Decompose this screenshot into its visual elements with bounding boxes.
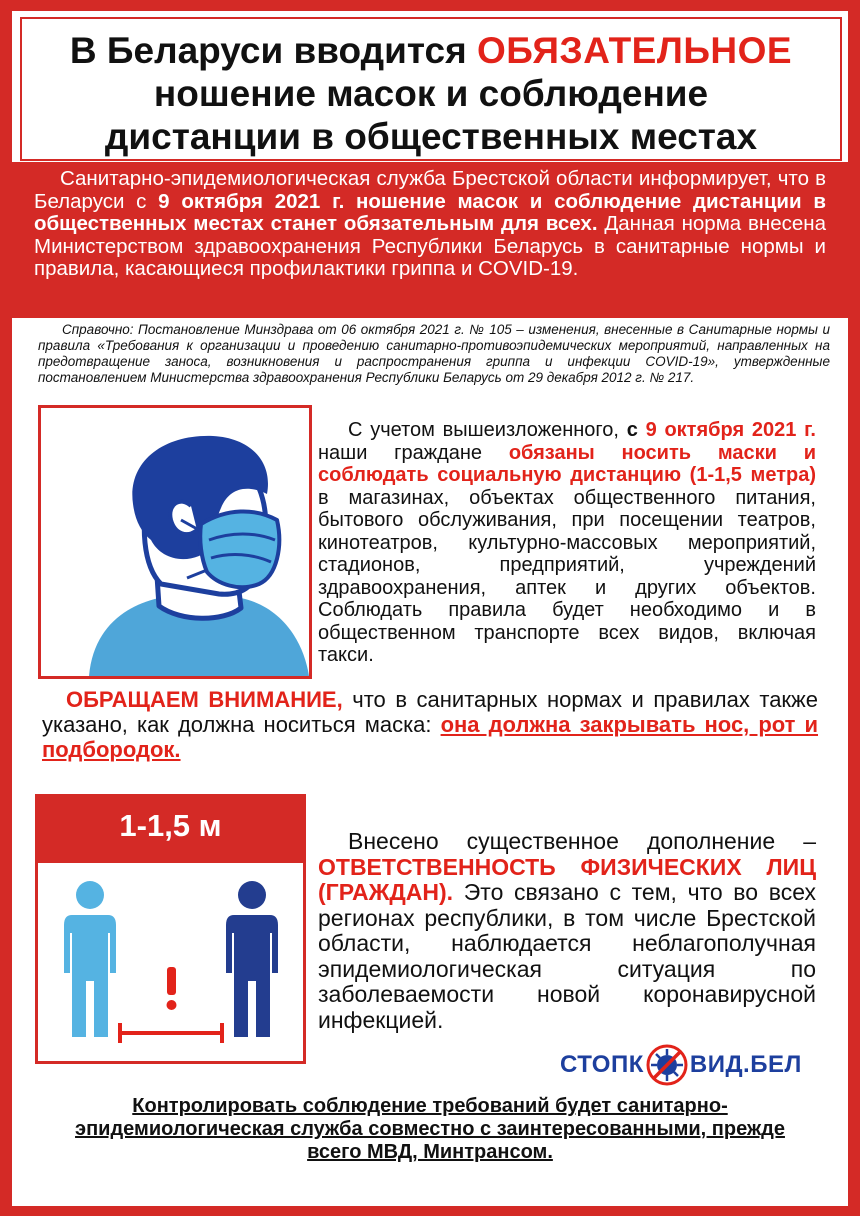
reference-note: Справочно: Постановление Минздрава от 06 октября 2021 г. № 105 – изменения, внесенные в Санитарные нормы и правила «Требования к организации и проведению санитарно-противоэпидемических мероприятий, направленных на предотвращение заноса, возникновения и распространения гриппа и инфекции COVID-19», утвержденные постановлением Министерства здравоохранения Республики Беларусь от 29 декабря 2012 г. № 217. (38, 322, 830, 385)
title-line-2: ношение масок и соблюдение (153, 73, 709, 114)
block1-citizens: наши граждане (318, 441, 509, 464)
logo-right-text: ВИД.БЕЛ (689, 1051, 802, 1078)
block3-lead: Внесено существенное дополнение – (348, 828, 816, 854)
intro-box (12, 162, 848, 318)
block1-date: 9 октября 2021 г. (645, 419, 816, 441)
attention-emphasis: она должна закрывать нос, рот и подбородок. (42, 712, 819, 762)
distance-illustration-frame (35, 794, 306, 1064)
block-responsibility (318, 829, 816, 1033)
distance-label: 1-1,5 м (38, 797, 303, 863)
title-prefix: В Беларуси вводится (69, 30, 477, 71)
warning-exclamation-icon (167, 967, 177, 1010)
stopcovid-logo (560, 1041, 822, 1089)
block-obligations (318, 419, 816, 667)
block1-from: с (626, 419, 646, 441)
attention-text: что в санитарных нормах и правилах также указано, как должна носиться маска: (42, 687, 819, 737)
person-left-icon (64, 881, 116, 1037)
crossed-virus-icon (645, 1043, 689, 1087)
block1-lead: С учетом вышеизложенного, (348, 419, 627, 441)
block1-rest: в магазинах, объектах общественного питания, бытового обслуживания, при посещении театров, кинотеатров, культурно-массовых мероприятий, стадионов, предприятий, учреждений здравоохранения, аптек и других объектов. Соблюдать правила будет необходимо и в общественном транспорте всех видов, включая такси. (318, 486, 816, 666)
masked-person-icon (41, 408, 309, 676)
title-accent: ОБЯЗАТЕЛЬНОЕ (476, 30, 793, 71)
title-line-3: дистанции в общественных местах (104, 116, 758, 157)
intro-emphasis: 9 октября 2021 г. ношение масок и соблюдение дистанции в общественных местах станет обязательным для всех. (34, 189, 826, 235)
block-attention (42, 687, 818, 762)
social-distance-icon (38, 797, 303, 1061)
intro-part-1: Санитарно-эпидемиологическая служба Брестской области информирует, что в Беларуси с (34, 167, 826, 213)
poster-title (22, 29, 840, 158)
block3-rest: Это связано с тем, что во всех регионах республики, в том числе Брестской области, наблюдается неблагополучная эпидемиологическая ситуация по заболеваемости новой коронавирусной инфекцией. (318, 879, 816, 1033)
person-right-icon (226, 881, 278, 1037)
mask-illustration-frame (38, 405, 312, 679)
attention-label: ОБРАЩАЕМ ВНИМАНИЕ, (66, 687, 343, 712)
title-box (20, 17, 842, 161)
distance-bar-icon (120, 1023, 222, 1043)
block3-accent: ОТВЕТСТВЕННОСТЬ ФИЗИЧЕСКИХ ЛИЦ (ГРАЖДАН). (318, 853, 816, 905)
footer-note: Контролировать соблюдение требований будет санитарно-эпидемиологическая служба совместно с заинтересованными, прежде всего МВД, Минтрансом. (75, 1095, 785, 1163)
block1-obligation: обязаны носить маски и соблюдать социальную дистанцию (1-1,5 метра) (318, 441, 816, 486)
poster (12, 11, 848, 1206)
intro-part-2: Данная норма внесена Министерством здравоохранения Республики Беларусь в санитарные нормы и правила, касающиеся профилактики гриппа и COVID-19. (34, 212, 826, 280)
logo-left-text: СТОПК (560, 1051, 644, 1078)
intro-paragraph (12, 162, 848, 281)
